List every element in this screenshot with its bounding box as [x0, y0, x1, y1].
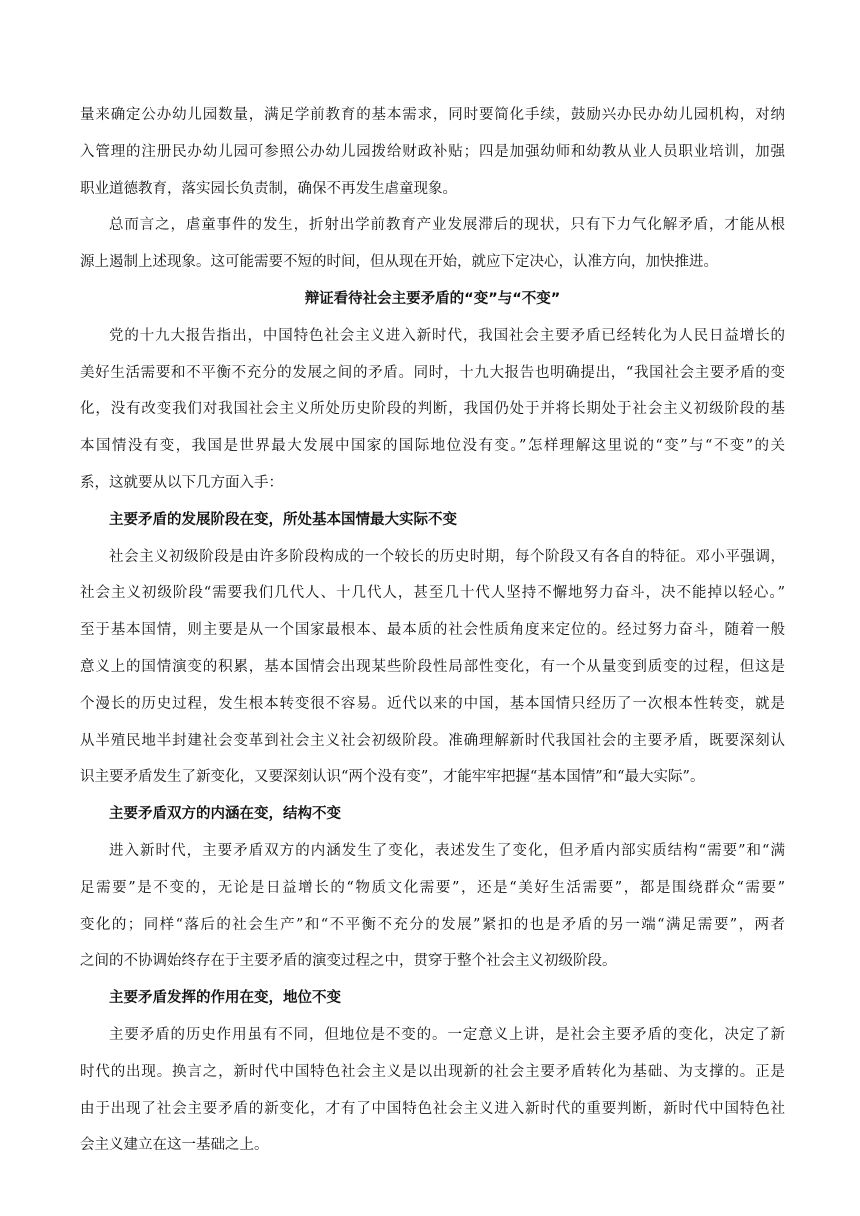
paragraph-line: 职业道德教育，落实园长负责制，确保不再发生虐童现象。	[80, 180, 457, 197]
section-heading: 主要矛盾双方的内涵在变，结构不变	[109, 806, 341, 823]
paragraph-line: 量来确定公办幼儿园数量，满足学前教育的基本需求，同时要简化手续，鼓励兴办民办幼儿园机构，对纳	[80, 107, 785, 123]
paragraph-line: 个漫长的历史过程，发生根本转变很不容易。近代以来的中国，基本国情只经历了一次根本性转变，就是	[80, 695, 785, 712]
paragraph-line: 入管理的注册民办幼儿园可参照公办幼儿园拨给财政补贴；四是加强幼师和幼教从业人员职业培训，加强	[80, 143, 785, 160]
paragraph-line: 美好生活需要和不平衡不充分的发展之间的矛盾。同时，十九大报告也明确提出，“我国社会主要矛盾的变	[80, 364, 785, 381]
paragraph-line: 至于基本国情，则主要是从一个国家最根本、最本质的社会性质角度来定位的。经过努力奋斗，随着一般	[80, 622, 785, 639]
article-title: 辩证看待社会主要矛盾的“变”与“不变”	[304, 290, 561, 307]
paragraph-line: 会主义建立在这一基础之上。	[80, 1137, 269, 1154]
paragraph-line: 主要矛盾的历史作用虽有不同，但地位是不变的。一定意义上讲，是社会主要矛盾的变化，决定了新	[109, 1026, 785, 1043]
paragraph-line: 意义上的国情演变的积累，基本国情会出现某些阶段性局部性变化，有一个从量变到质变的过程，但这是	[80, 658, 785, 675]
paragraph-line: 由于出现了社会主要矛盾的新变化，才有了中国特色社会主义进入新时代的重要判断，新时代中国特色社	[80, 1100, 785, 1117]
paragraph-line: 党的十九大报告指出，中国特色社会主义进入新时代，我国社会主要矛盾已经转化为人民日益增长的	[109, 327, 785, 344]
paragraph-line: 之间的不协调始终存在于主要矛盾的演变过程之中，贯穿于整个社会主义初级阶段。	[80, 953, 617, 970]
paragraph-line: 识主要矛盾发生了新变化，又要深刻认识“两个没有变”，才能牢牢把握“基本国情”和“最大实际”。	[80, 769, 705, 786]
paragraph-line: 总而言之，虐童事件的发生，折射出学前教育产业发展滞后的现状，只有下力气化解矛盾，才能从根	[109, 217, 785, 234]
paragraph-line: 社会主义初级阶段是由许多阶段构成的一个较长的历史时期，每个阶段又有各自的特征。邓小平强调，	[109, 548, 785, 565]
paragraph-line: 化，没有改变我们对我国社会主义所处历史阶段的判断，我国仍处于并将长期处于社会主义初级阶段的基	[80, 401, 785, 418]
section-heading: 主要矛盾的发展阶段在变，所处基本国情最大实际不变	[109, 511, 457, 528]
paragraph-line: 源上遏制上述现象。这可能需要不短的时间，但从现在开始，就应下定决心，认准方向，加快推进。	[80, 254, 718, 271]
section-heading: 主要矛盾发挥的作用在变，地位不变	[109, 990, 341, 1007]
paragraph-line: 社会主义初级阶段“需要我们几代人、十几代人，甚至几十代人坚持不懈地努力奋斗，决不能掉以轻心。”	[80, 585, 785, 602]
paragraph-line: 本国情没有变，我国是世界最大发展中国家的国际地位没有变。”怎样理解这里说的“变”与“不变”的关	[80, 438, 785, 455]
paragraph-line: 足需要”是不变的，无论是日益增长的“物质文化需要”，还是“美好生活需要”，都是围绕群众“需要”	[80, 879, 785, 896]
paragraph-line: 从半殖民地半封建社会变革到社会主义社会初级阶段。准确理解新时代我国社会的主要矛盾，既要深刻认	[80, 732, 785, 749]
paragraph-line: 变化的；同样“落后的社会生产”和“不平衡不充分的发展”紧扣的也是矛盾的另一端“满足需要”，两者	[80, 916, 785, 933]
document-page	[80, 103, 785, 1170]
paragraph-line: 进入新时代，主要矛盾双方的内涵发生了变化，表述发生了变化，但矛盾内部实质结构“需要”和“满	[109, 842, 785, 859]
paragraph-line: 时代的出现。换言之，新时代中国特色社会主义是以出现新的社会主要矛盾转化为基础、为支撑的。正是	[80, 1063, 785, 1080]
paragraph-line: 系，这就要从以下几方面入手：	[80, 474, 283, 491]
